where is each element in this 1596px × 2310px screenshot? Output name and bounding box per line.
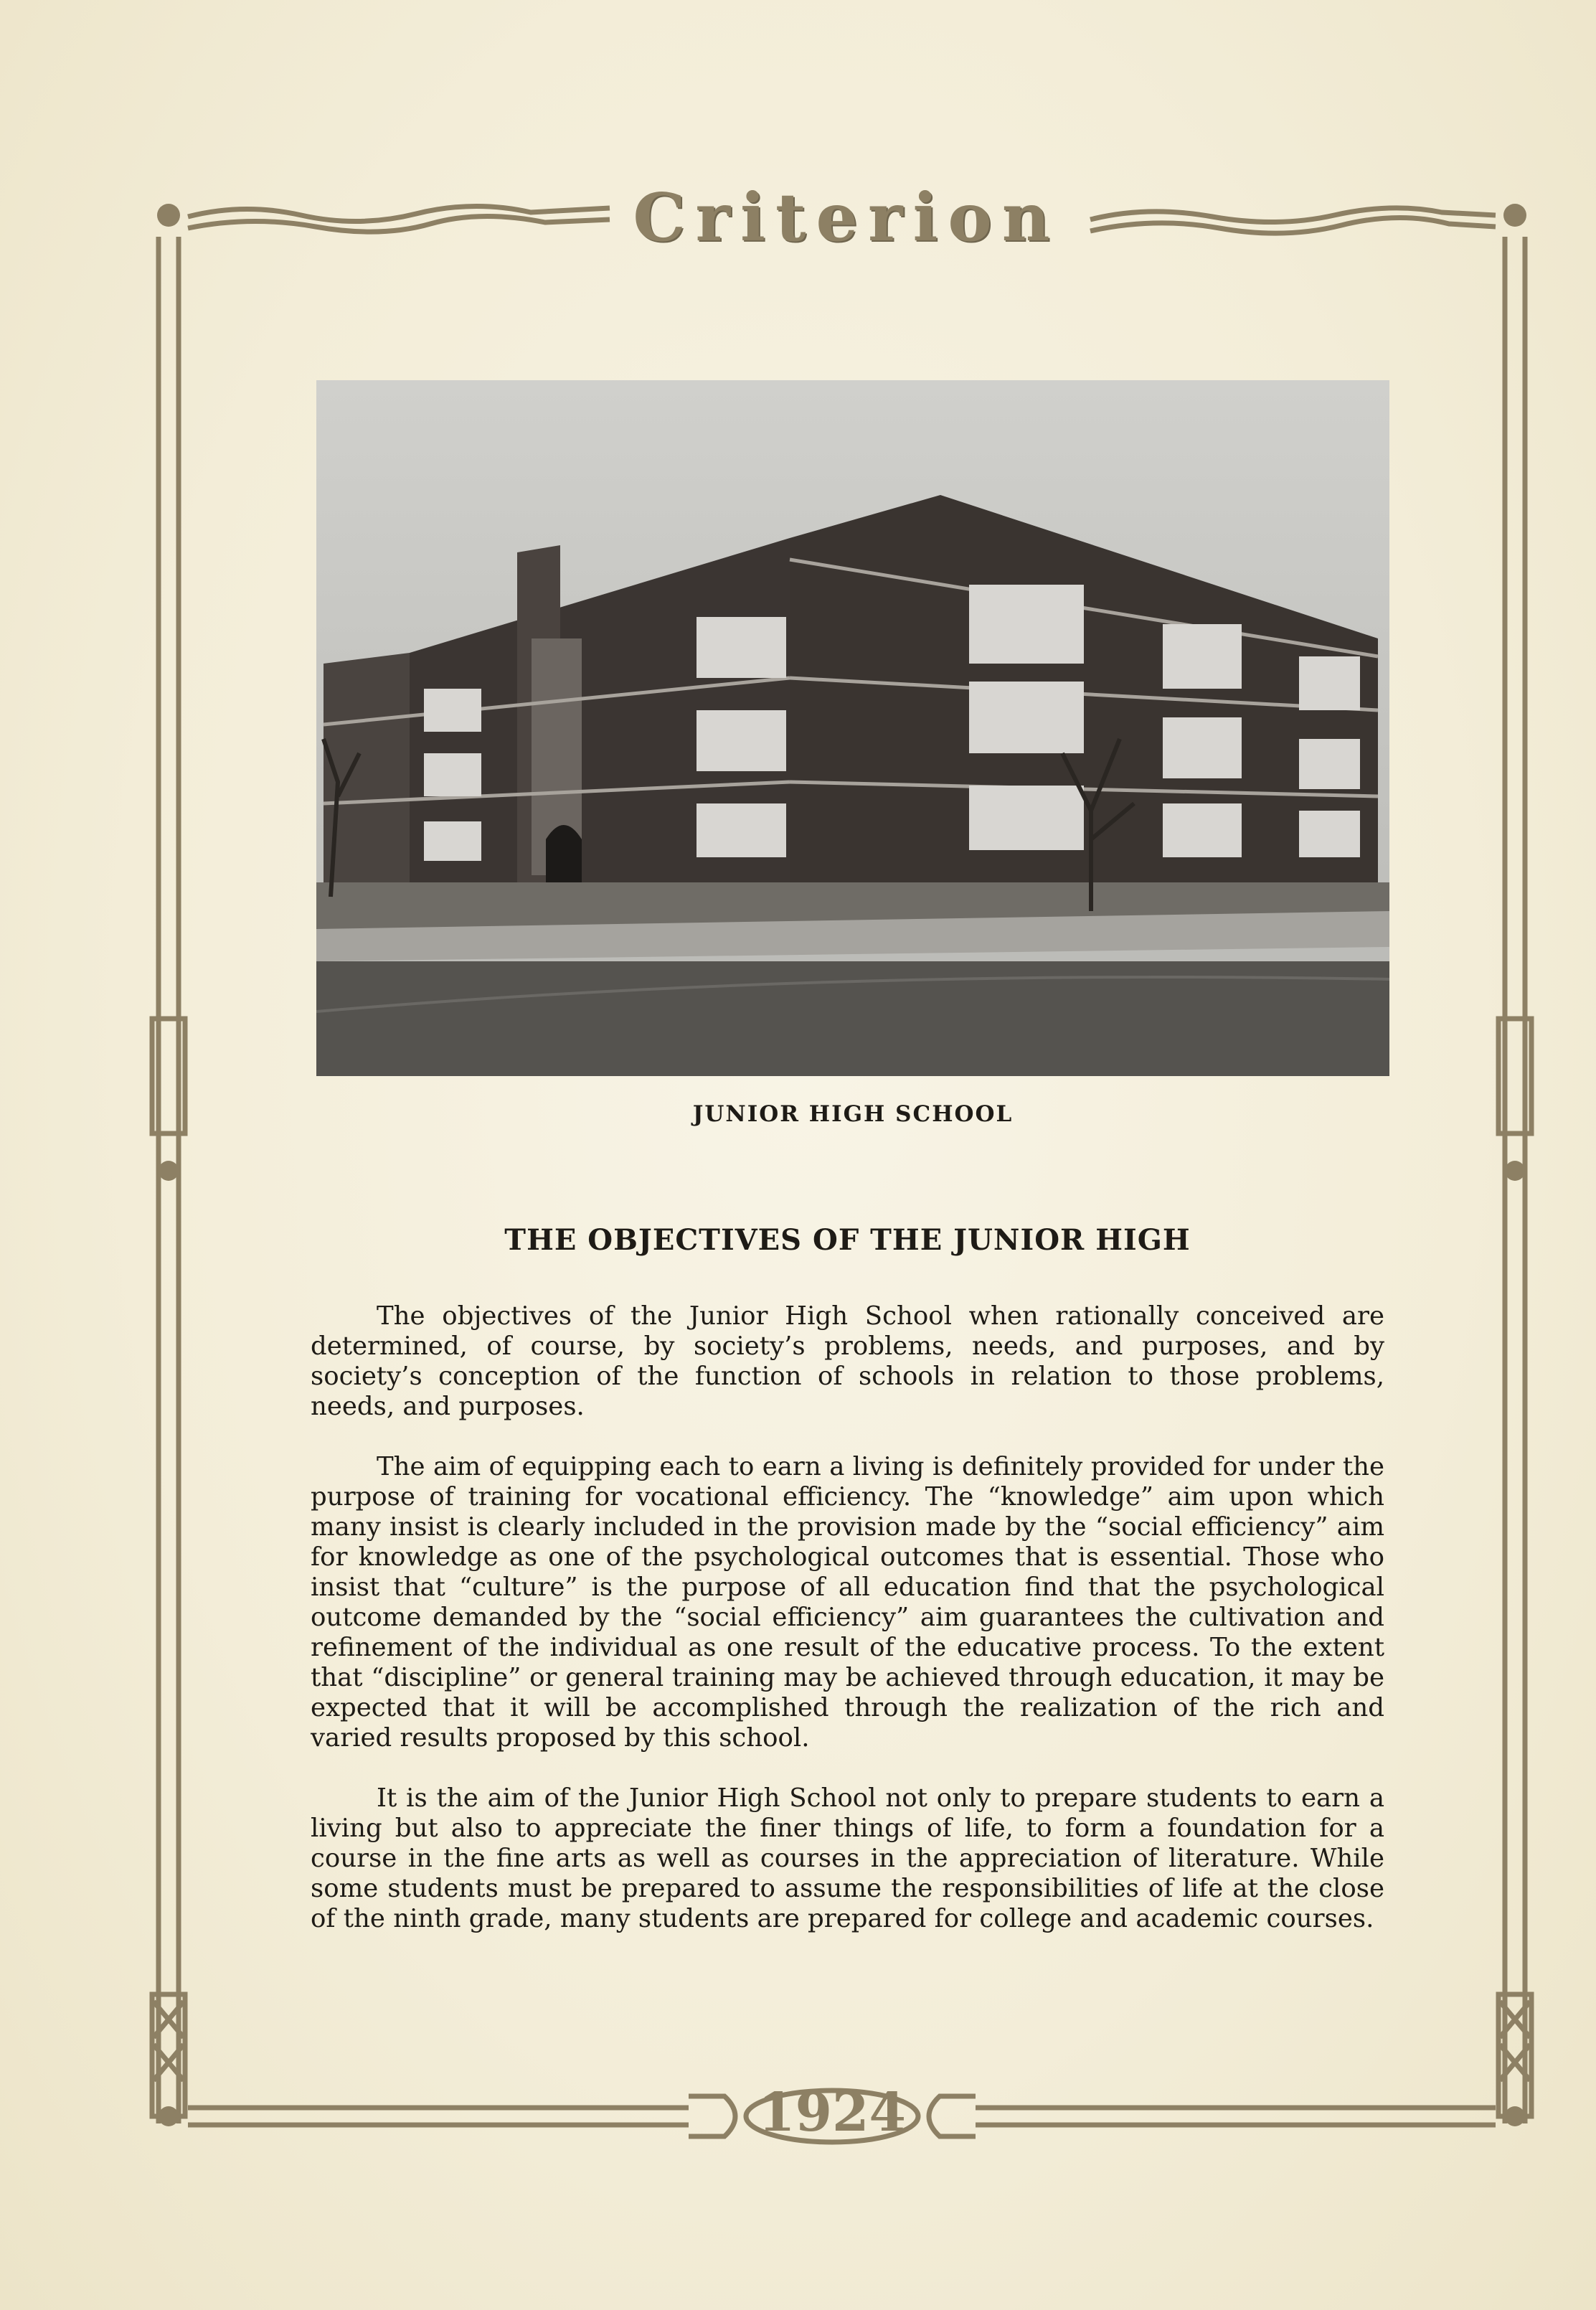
building-photo-illustration <box>316 380 1389 1076</box>
article-paragraph-3: It is the aim of the Junior High School not only to prepare students to earn a living but also to appreciate the finer things of life, to form a foundation for a course in the fine arts as well as courses in the appreciation of literature. While some students must be prepared to assume the responsibilities of life at the close of the ninth grade, many students are prepared for college and academic courses. <box>311 1783 1384 1933</box>
article-paragraph-2: The aim of equipping each to earn a living is definitely provided for under the purpose of training for vocational efficiency. The “knowledge” aim upon which many insist is clearly included in the provision made by the “social efficiency” aim for knowledge as one of the psychological outcomes that is essential. Those who insist that “culture” is the purpose of all education find that the psychological outcome demanded by the “social efficiency” aim guarantees the cultivation and refinement of the individual as one result of the educative process. To the extent that “discipline” or general training may be achieved through education, it may be expected that it will be accomplished through the realization of the rich and varied results proposed by this school. <box>311 1452 1384 1753</box>
photo-caption: JUNIOR HIGH SCHOOL <box>692 1101 1014 1127</box>
article <box>311 1223 1384 1964</box>
school-photo <box>316 380 1389 1076</box>
article-heading: THE OBJECTIVES OF THE JUNIOR HIGH <box>504 1223 1191 1257</box>
footer-year: 1924 <box>758 2082 906 2144</box>
yearbook-title: Criterion <box>633 179 1060 256</box>
article-paragraph-1: The objectives of the Junior High School when rationally conceived are determined, of course, by society’s problems, needs, and purposes, and by society’s conception of the function of schools in relation to those problems, needs, and purposes. <box>311 1301 1384 1421</box>
